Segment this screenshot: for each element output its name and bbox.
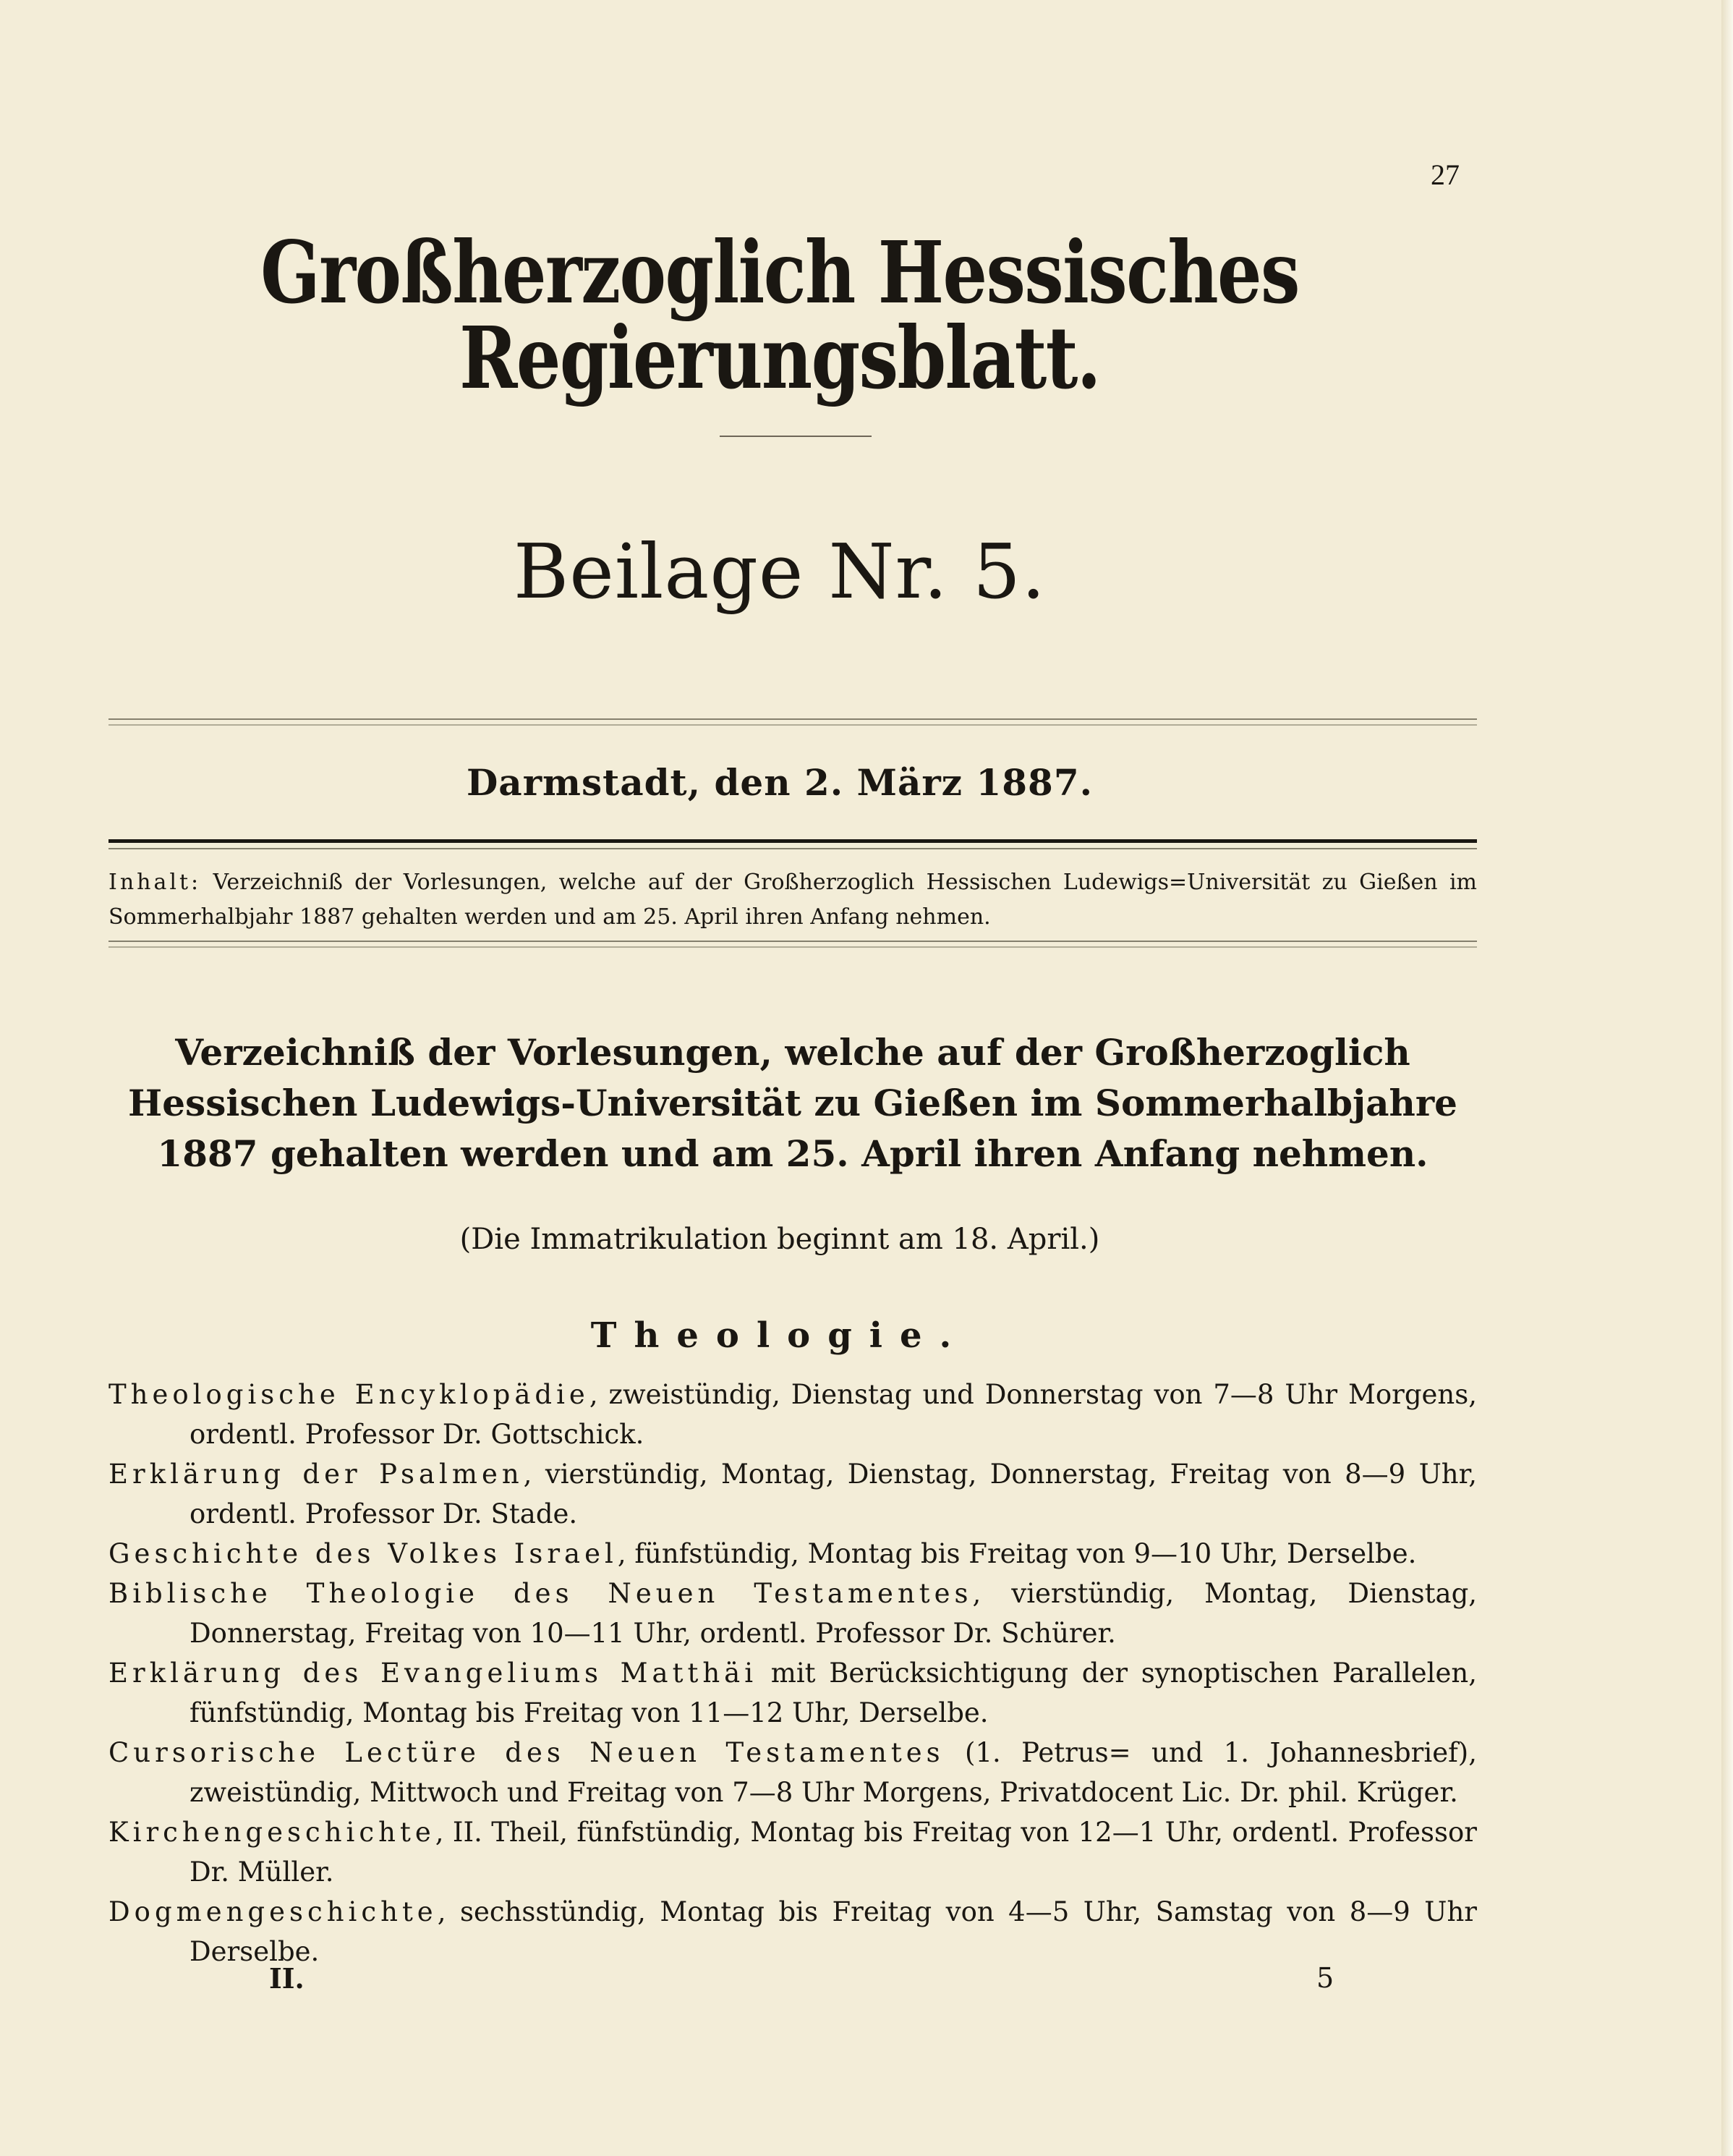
divider-rule bbox=[108, 724, 1477, 726]
faculty-title: Theologie. bbox=[590, 1315, 969, 1356]
lecture-name: Geschichte des Volkes Israel bbox=[108, 1538, 618, 1569]
contents-label: Inhalt: bbox=[108, 870, 202, 895]
lecture-entry bbox=[108, 1454, 1477, 1534]
supplement-title: Beilage Nr. 5. bbox=[513, 527, 1047, 616]
lecture-name: Kirchengeschichte bbox=[108, 1817, 435, 1848]
lecture-name: Cursorische Lectüre des Neuen Testamentes bbox=[108, 1737, 945, 1768]
lecture-details: , vierstündig, Montag, Dienstag, Donnerstag, Freitag von 8—9 Uhr, ordentl. Professor Dr. Stade. bbox=[190, 1459, 1477, 1529]
masthead bbox=[0, 222, 1733, 408]
masthead-title: Großherzoglich Hessisches Regierungsblatt. bbox=[260, 222, 1299, 408]
dateline bbox=[0, 761, 1733, 804]
lecture-details: , zweistündig, Dienstag und Donnerstag von 7—8 Uhr Morgens, ordentl. Professor Dr. Gottschick. bbox=[190, 1379, 1477, 1450]
supplement bbox=[0, 527, 1733, 616]
lecture-details: mit Berücksichtigung der synoptischen Parallelen, fünfstündig, Montag bis Freitag von 11—12 Uhr, Derselbe. bbox=[190, 1658, 1477, 1728]
lecture-list bbox=[108, 1375, 1477, 1972]
lecture-entry bbox=[108, 1534, 1477, 1574]
page-number: 27 bbox=[1431, 158, 1460, 191]
lecture-entry bbox=[108, 1574, 1477, 1653]
lecture-entry bbox=[108, 1892, 1477, 1972]
lecture-entry bbox=[108, 1653, 1477, 1733]
lecture-details: , sechsstündig, Montag bis Freitag von 4—5 Uhr, Samstag von 8—9 Uhr Derselbe. bbox=[190, 1896, 1477, 1967]
lecture-name: Biblische Theologie des Neuen Testamentes bbox=[108, 1578, 973, 1609]
lecture-details: , II. Theil, fünfstündig, Montag bis Freitag von 12—1 Uhr, ordentl. Professor Dr. Müller. bbox=[190, 1817, 1477, 1888]
lecture-details: , vierstündig, Montag, Dienstag, Donnerstag, Freitag von 10—11 Uhr, ordentl. Professor Dr. Schürer. bbox=[190, 1578, 1478, 1649]
contents-top-rule bbox=[108, 839, 1477, 843]
lecture-entry bbox=[108, 1733, 1477, 1812]
immatriculation-note bbox=[0, 1223, 1733, 1256]
contents-top-rule-thin bbox=[108, 848, 1477, 849]
dateline-text: Darmstadt, den 2. März 1887. bbox=[466, 761, 1094, 804]
lecture-entry bbox=[108, 1812, 1477, 1892]
lecture-name: Erklärung der Psalmen bbox=[108, 1459, 524, 1490]
lecture-entry bbox=[108, 1375, 1477, 1454]
lecture-name: Theologische Encyklopädie bbox=[108, 1379, 589, 1410]
faculty-heading bbox=[0, 1315, 1733, 1356]
section-heading: Verzeichniß der Vorlesungen, welche auf der Großherzoglich Hessischen Ludewigs-Universität zu Gießen im Sommerhalbjahre 1887 gehalten werden und am 25. April ihren Anfang nehmen. bbox=[128, 1031, 1457, 1175]
sheet-number: 5 bbox=[1316, 1962, 1334, 1994]
lecture-name: Dogmengeschichte bbox=[108, 1896, 438, 1927]
signature-mark: II. bbox=[269, 1962, 305, 1995]
contents-box bbox=[108, 865, 1477, 935]
masthead-divider bbox=[720, 436, 872, 437]
lecture-details: , fünfstündig, Montag bis Freitag von 9—10 Uhr, Derselbe. bbox=[617, 1538, 1417, 1569]
lecture-details: (1. Petrus= und 1. Johannesbrief), zweistündig, Mittwoch und Freitag von 7—8 Uhr Morgens, Privatdocent Lic. Dr. phil. Krüger. bbox=[190, 1737, 1477, 1808]
divider-rule bbox=[108, 718, 1477, 720]
contents-bottom-rule bbox=[108, 941, 1477, 942]
contents-text: Verzeichniß der Vorlesungen, welche auf der Großherzoglich Hessischen Ludewigs=Universität zu Gießen im Sommerhalbjahr 1887 gehalten werden und am 25. April ihren Anfang nehmen. bbox=[108, 870, 1477, 930]
lecture-name: Erklärung des Evangeliums Matthäi bbox=[108, 1658, 758, 1689]
immatriculation-text: (Die Immatrikulation beginnt am 18. April.) bbox=[459, 1223, 1100, 1256]
contents-bottom-rule-thin bbox=[108, 946, 1477, 948]
